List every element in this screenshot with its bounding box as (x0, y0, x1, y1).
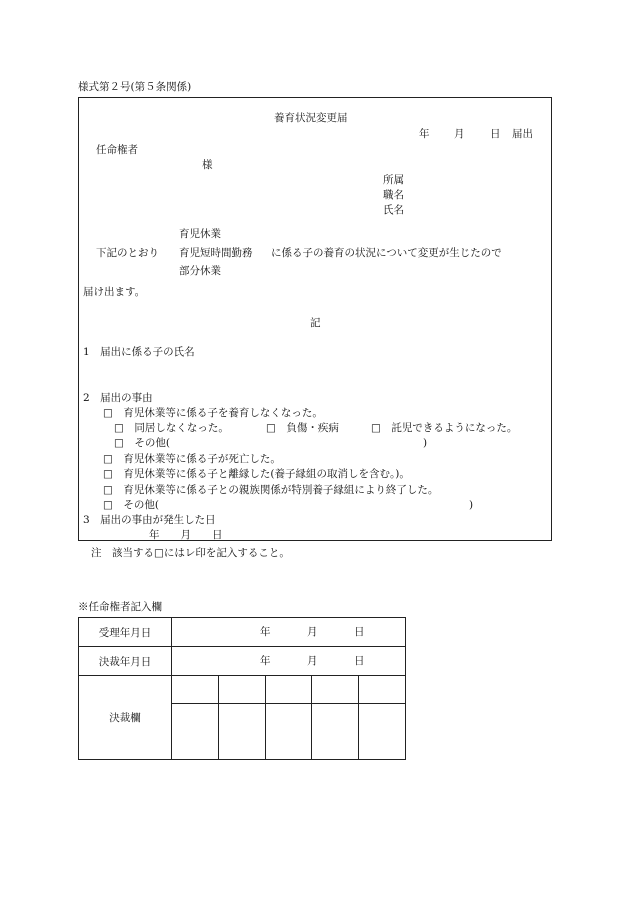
note-text: 注 該当する□にはレ印を記入すること。 (91, 547, 290, 559)
date-day-label: 日 (490, 128, 501, 140)
statement-option-partial: 部分休業 (179, 265, 221, 277)
statement-option-leave: 育児休業 (179, 228, 221, 240)
name-label: 氏名 (383, 204, 404, 216)
approval-stamp-cell-5[interactable] (359, 704, 406, 760)
reason-a1: □ 同居しなくなった。 (114, 422, 229, 434)
appointer-label: 任命権者 (96, 144, 138, 156)
statement-closing: 届け出ます。 (83, 286, 146, 298)
form-number: 様式第２号(第５条関係) (78, 81, 192, 93)
affiliation-label: 所属 (383, 174, 404, 186)
statement-prefix: 下記のとおり (96, 247, 159, 259)
reason-e-close: ) (469, 499, 474, 511)
reason-a2: □ 負傷・疾病 (266, 422, 339, 434)
decided-year: 年 (260, 655, 271, 667)
received-month: 月 (307, 626, 318, 638)
approval-stamp-cell-1[interactable] (172, 704, 219, 760)
approval-stamp-cell-2[interactable] (218, 704, 265, 760)
approval-cell-header-1[interactable] (172, 676, 219, 704)
item1-label: 1 届出に係る子の氏名 (83, 346, 195, 358)
decided-day: 日 (354, 655, 365, 667)
position-label: 職名 (383, 189, 404, 201)
approval-cell-header-5[interactable] (359, 676, 406, 704)
item2-label: 2 届出の事由 (83, 392, 153, 404)
decided-date-label: 決裁年月日 (79, 647, 172, 676)
statement-suffix: に係る子の養育の状況について変更が生じたので (271, 247, 502, 259)
reason-a4-close: ) (423, 437, 428, 449)
received-date-field[interactable] (172, 618, 406, 647)
received-year: 年 (260, 626, 271, 638)
reason-a4: □ その他( (114, 437, 171, 449)
honorific-label: 様 (202, 159, 213, 171)
reason-c: □ 育児休業等に係る子と離縁した(養子縁組の取消しを含む。)。 (103, 468, 410, 480)
approval-cell-header-4[interactable] (312, 676, 359, 704)
reason-a: □ 育児休業等に係る子を養育しなくなった。 (103, 407, 323, 419)
form-title: 養育状況変更届 (274, 112, 348, 124)
ki-heading: 記 (310, 317, 321, 329)
appointer-table (78, 617, 406, 760)
item3-label: 3 届出の事由が発生した日 (83, 514, 216, 526)
approval-stamp-cell-3[interactable] (265, 704, 312, 760)
reason-e: □ その他( (103, 499, 160, 511)
reason-b: □ 育児休業等に係る子が死亡した。 (103, 453, 281, 465)
received-day: 日 (354, 626, 365, 638)
statement-option-short-hours: 育児短時間勤務 (179, 247, 253, 259)
approval-cell-header-3[interactable] (265, 676, 312, 704)
appointer-section-heading: ※任命権者記入欄 (78, 601, 162, 613)
item3-date: 年 月 日 (149, 529, 223, 541)
reason-d: □ 育児休業等に係る子との親族関係が特別養子縁組により終了した。 (103, 484, 439, 496)
date-year-label: 年 (419, 128, 430, 140)
date-month-label: 月 (454, 128, 465, 140)
decided-month: 月 (307, 655, 318, 667)
approval-cell-header-2[interactable] (218, 676, 265, 704)
approval-label: 決裁欄 (79, 676, 172, 760)
decided-date-field[interactable] (172, 647, 406, 676)
reason-a3: □ 託児できるようになった。 (371, 422, 518, 434)
received-date-label: 受理年月日 (79, 618, 172, 647)
approval-stamp-cell-4[interactable] (312, 704, 359, 760)
submit-label: 届出 (512, 128, 533, 140)
